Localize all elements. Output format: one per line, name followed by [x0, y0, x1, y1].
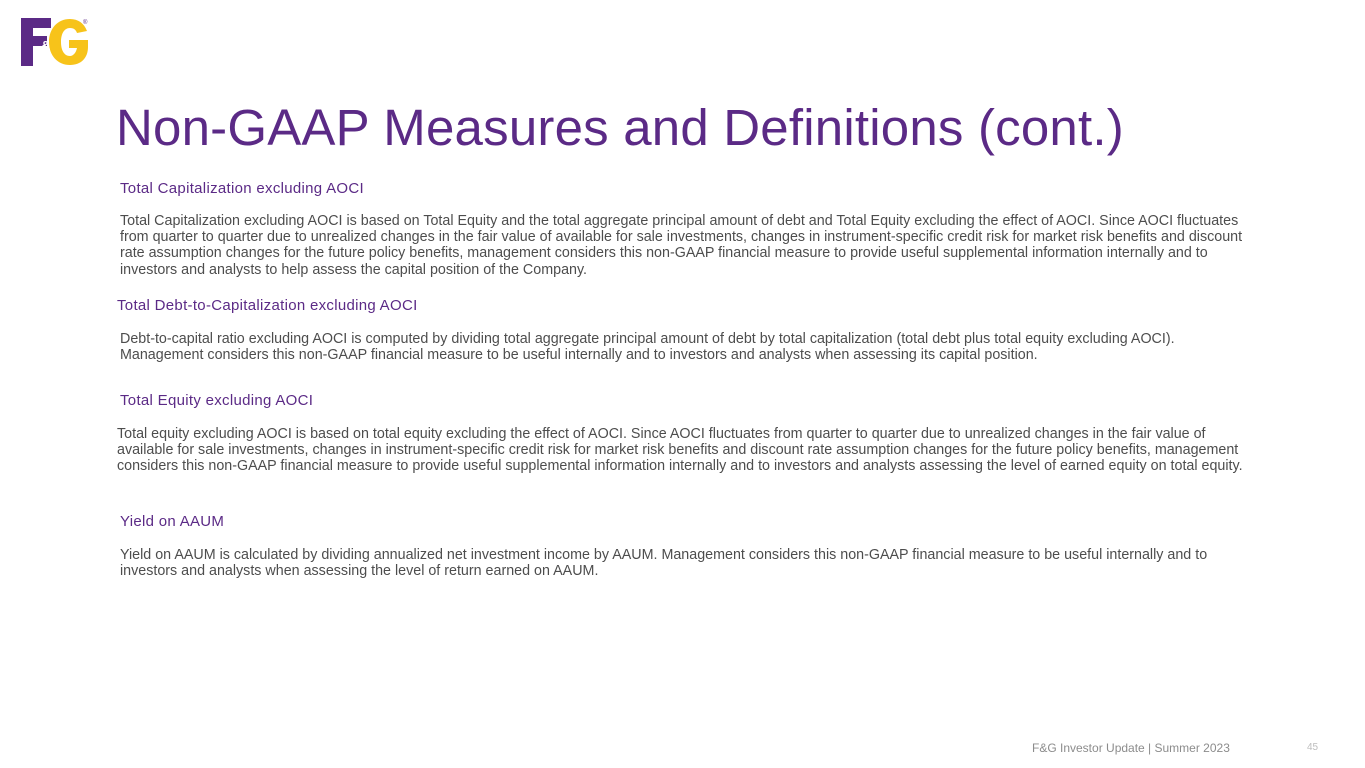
fg-logo	[20, 17, 90, 67]
page-number: 45	[1307, 742, 1319, 753]
logo-registered-mark: ®	[83, 20, 88, 26]
section-body-yield-on-aaum: Yield on AAUM is calculated by dividing annualized net investment income by AAUM. Management considers this non-GAAP financial measure to be useful internally and to investors and analysts when assessing the level of return earned on AAUM.	[120, 547, 1208, 580]
logo-ampersand: &	[41, 38, 51, 53]
page-title: Non-GAAP Measures and Definitions (cont.)	[116, 99, 1124, 156]
footer-text: F&G Investor Update | Summer 2023	[1032, 741, 1230, 755]
section-heading-debt-to-capitalization: Total Debt-to-Capitalization excluding AOCI	[117, 297, 418, 314]
section-heading-yield-on-aaum: Yield on AAUM	[120, 513, 225, 530]
section-heading-total-capitalization: Total Capitalization excluding AOCI	[120, 180, 364, 197]
section-body-debt-to-capitalization: Debt-to-capital ratio excluding AOCI is computed by dividing total aggregate principal amount of debt by total capitalization (total debt plus total equity excluding AOCI). Management considers this non-GAAP financial measure to be useful internally and to investors and analysts when assessing its capital position.	[120, 331, 1175, 364]
section-heading-total-equity: Total Equity excluding AOCI	[120, 392, 314, 409]
section-body-total-capitalization: Total Capitalization excluding AOCI is based on Total Equity and the total aggregate principal amount of debt and Total Equity excluding the effect of AOCI. Since AOCI fluctuates from quarter to quarter due to unrealized changes in the fair value of available for sale investments, changes in instrument-specific credit risk for market risk benefits and discount rate assumption changes for the future policy benefits, management considers this non-GAAP financial measure to provide useful supplemental information internally and to investors and analysts to help assess the capital position of the Company.	[120, 213, 1243, 278]
section-body-total-equity: Total equity excluding AOCI is based on total equity excluding the effect of AOCI. Since AOCI fluctuates from quarter to quarter due to unrealized changes in the fair value of available for sale investments, changes in instrument-specific credit risk for market risk benefits and discount rate assumption changes for the future policy benefits, management considers this non-GAAP financial measure to provide useful supplemental information internally and to investors and analysts assessing the level of earned equity on total equity.	[117, 426, 1243, 475]
